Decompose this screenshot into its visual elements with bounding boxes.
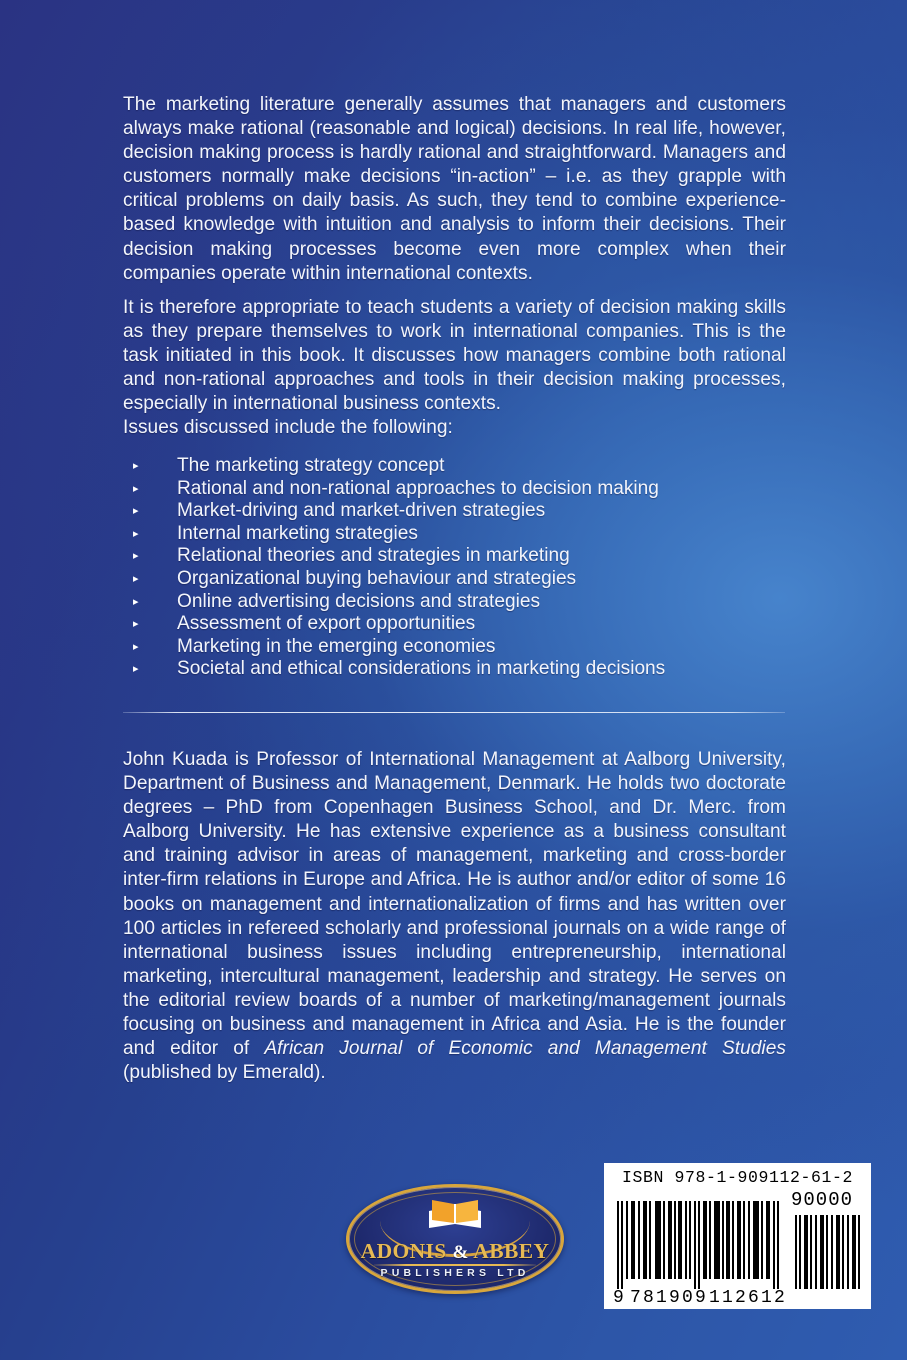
- blurb-paragraph-1: The marketing literature generally assumes that managers and customers always make rational (reasonable and logical) decisions. In real life, however, decision making process is hardly rational and straightforward. Managers and customers normally make decisions “in-action” – i.e. as they grapple with critical problems on daily basis. As such, they tend to combine experience-based knowledge with intuition and analysis to inform their decisions. Their decision making processes become even more complex when their companies operate within international contexts.: [123, 94, 786, 284]
- isbn-barcode-block: [604, 1163, 871, 1309]
- topics-list: [123, 455, 786, 681]
- list-item: [123, 523, 786, 546]
- triangle-bullet-icon: ▸: [133, 527, 139, 540]
- list-item-label: Relational theories and strategies in marketing: [177, 545, 570, 567]
- list-item-label: Rational and non-rational approaches to decision making: [177, 477, 659, 499]
- author-bio: [123, 748, 786, 1085]
- triangle-bullet-icon: ▸: [133, 595, 139, 608]
- ean-check-digit: 9: [613, 1288, 624, 1308]
- list-item: [123, 591, 786, 614]
- author-bio-part-1: John Kuada is Professor of International Management at Aalborg University, Department of Business and Management, Denmark. He holds two doctorate degrees – PhD from Copenhagen Business School, and Dr. Merc. from Aalborg University. He has extensive experience as a business consultant and training advisor in areas of management, marketing and cross-border inter-firm relations in Europe and Africa. He is author and/or editor of some 16 books on management and internationalization of firms and has written over 100 articles in refereed scholarly and professional journals on a wide range of international business issues including entrepreneurship, international marketing, intercultural management, leadership and strategy. He serves on the editorial review boards of a number of marketing/management journals focusing on business and management in Africa and Asia. He is the founder and editor of: [123, 749, 786, 1060]
- list-item-label: The marketing strategy concept: [177, 455, 445, 476]
- list-item-label: Internal marketing strategies: [177, 522, 418, 544]
- author-bio-part-2: (published by Emerald).: [123, 1062, 326, 1084]
- list-item-label: Assessment of export opportunities: [177, 613, 476, 635]
- list-item-label: Marketing in the emerging economies: [177, 635, 496, 657]
- publisher-name-second: ABBEY: [473, 1239, 550, 1263]
- list-item: [123, 500, 786, 523]
- list-item-label: Online advertising decisions and strategies: [177, 590, 540, 612]
- publisher-subtitle: PUBLISHERS LTD: [380, 1267, 530, 1279]
- ean-left-group: 781909: [630, 1288, 709, 1308]
- list-item: [123, 568, 786, 591]
- blurb-paragraph-2: [123, 296, 786, 441]
- list-item-label: Market-driving and market-driven strategies: [177, 500, 546, 522]
- ean13-barcode-image: [615, 1201, 783, 1289]
- list-item: [123, 636, 786, 659]
- list-item-label: Organizational buying behaviour and strategies: [177, 567, 577, 589]
- list-item: [123, 613, 786, 636]
- publisher-logo: [346, 1184, 564, 1294]
- list-item: [123, 545, 786, 568]
- publisher-name: [346, 1239, 564, 1264]
- list-item-label: Societal and ethical considerations in marketing decisions: [177, 658, 666, 680]
- isbn-text: ISBN 978-1-909112-61-2: [621, 1168, 854, 1187]
- blurb-paragraph-2-main: It is therefore appropriate to teach students a variety of decision making skills as they prepare themselves to work in international companies. This is the task initiated in this book. It discusses how managers combine both rational and non-rational approaches and tools in their decision making processes, especially in international business contexts.: [123, 297, 786, 415]
- addon-price-code: 90000: [790, 1189, 853, 1211]
- section-divider: [123, 712, 785, 713]
- ampersand-glyph: &: [452, 1242, 469, 1263]
- triangle-bullet-icon: ▸: [133, 550, 139, 563]
- journal-title: African Journal of Economic and Management Studies: [264, 1038, 786, 1060]
- triangle-bullet-icon: ▸: [133, 482, 139, 495]
- blurb-issues-intro: Issues discussed include the following:: [123, 417, 453, 439]
- list-item: [123, 658, 786, 681]
- open-book-icon: [423, 1197, 487, 1233]
- list-item: [123, 478, 786, 501]
- triangle-bullet-icon: ▸: [133, 640, 139, 653]
- triangle-bullet-icon: ▸: [133, 505, 139, 518]
- triangle-bullet-icon: ▸: [133, 572, 139, 585]
- ean5-addon-barcode-image: [794, 1215, 862, 1289]
- triangle-bullet-icon: ▸: [133, 460, 139, 472]
- barcode-graphics: [613, 1189, 862, 1308]
- triangle-bullet-icon: ▸: [133, 618, 139, 631]
- logo-underline: [374, 1264, 536, 1266]
- list-item: [123, 455, 786, 478]
- triangle-bullet-icon: ▸: [133, 663, 139, 676]
- ean-right-group: 112612: [709, 1288, 788, 1308]
- publisher-name-first: ADONIS: [360, 1239, 447, 1263]
